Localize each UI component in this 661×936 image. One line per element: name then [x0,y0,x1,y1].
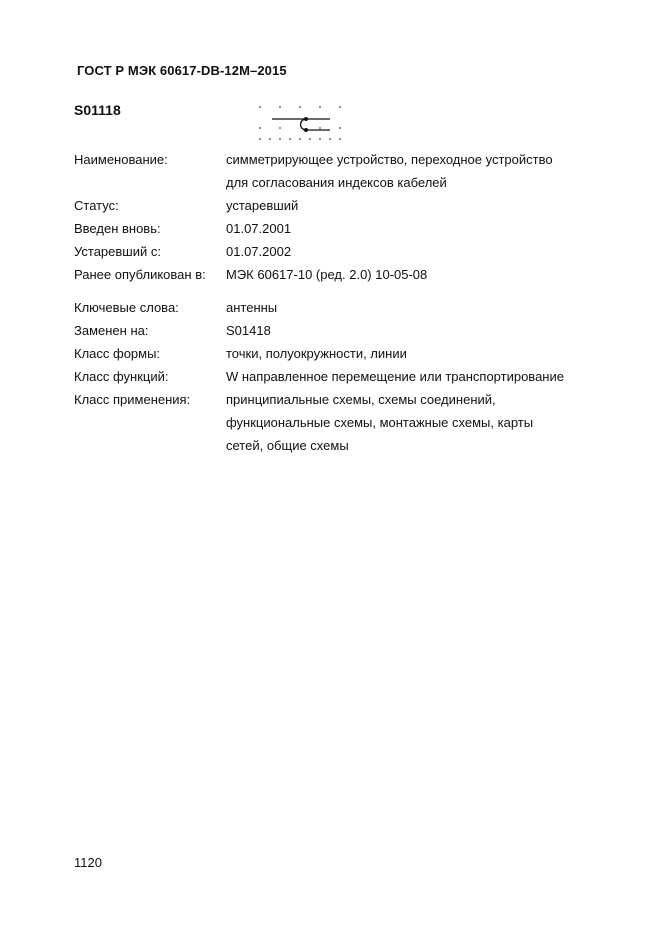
property-value [226,319,634,342]
property-value [226,240,634,263]
symbol-graphic [255,103,345,143]
property-value-line: функциональные схемы, монтажные схемы, карты [226,415,534,430]
property-value-line: МЭК 60617-10 (ред. 2.0) 10-05-08 [226,267,428,282]
connection-dots [304,117,308,132]
property-value [226,388,634,457]
property-row [74,296,634,319]
property-value-line: W направленное перемещение или транспортирование [226,369,564,384]
property-label: Устаревший с: [74,244,161,259]
property-label: Класс формы: [74,346,161,361]
symbol-code: S01118 [74,102,121,118]
property-value-line: устаревший [226,198,299,213]
property-value-line: 01.07.2002 [226,244,292,259]
property-value [226,365,634,388]
property-value [226,263,634,286]
property-value-line: симметрирующее устройство, переходное устройство [226,152,553,167]
grid-dots [259,106,341,140]
property-label: Введен вновь: [74,221,161,236]
property-row [74,342,634,365]
property-label: Статус: [74,198,119,213]
property-value-line: антенны [226,300,278,315]
property-value [226,342,634,365]
property-value-line: точки, полуокружности, линии [226,346,407,361]
property-label: Класс функций: [74,369,169,384]
property-row [74,388,634,457]
properties-list [74,148,634,457]
property-value [226,148,634,194]
property-label: Наименование: [74,152,168,167]
property-label: Ключевые слова: [74,300,179,315]
property-label: Класс применения: [74,392,191,407]
property-row [74,263,634,286]
property-label: Заменен на: [74,323,149,338]
property-row [74,194,634,217]
property-value-line: принципиальные схемы, схемы соединений, [226,392,496,407]
property-value [226,194,634,217]
property-row [74,365,634,388]
property-row [74,240,634,263]
property-value [226,217,634,240]
property-value-line: S01418 [226,323,271,338]
property-value-line: сетей, общие схемы [226,438,349,453]
property-value-line: для согласования индексов кабелей [226,175,447,190]
property-row [74,148,634,194]
property-row [74,217,634,240]
property-row [74,319,634,342]
page-number: 1120 [74,855,102,870]
property-value [226,296,634,319]
property-label: Ранее опубликован в: [74,267,206,282]
property-value-line: 01.07.2001 [226,221,292,236]
document-header: ГОСТ Р МЭК 60617-DB-12M–2015 [77,63,287,78]
